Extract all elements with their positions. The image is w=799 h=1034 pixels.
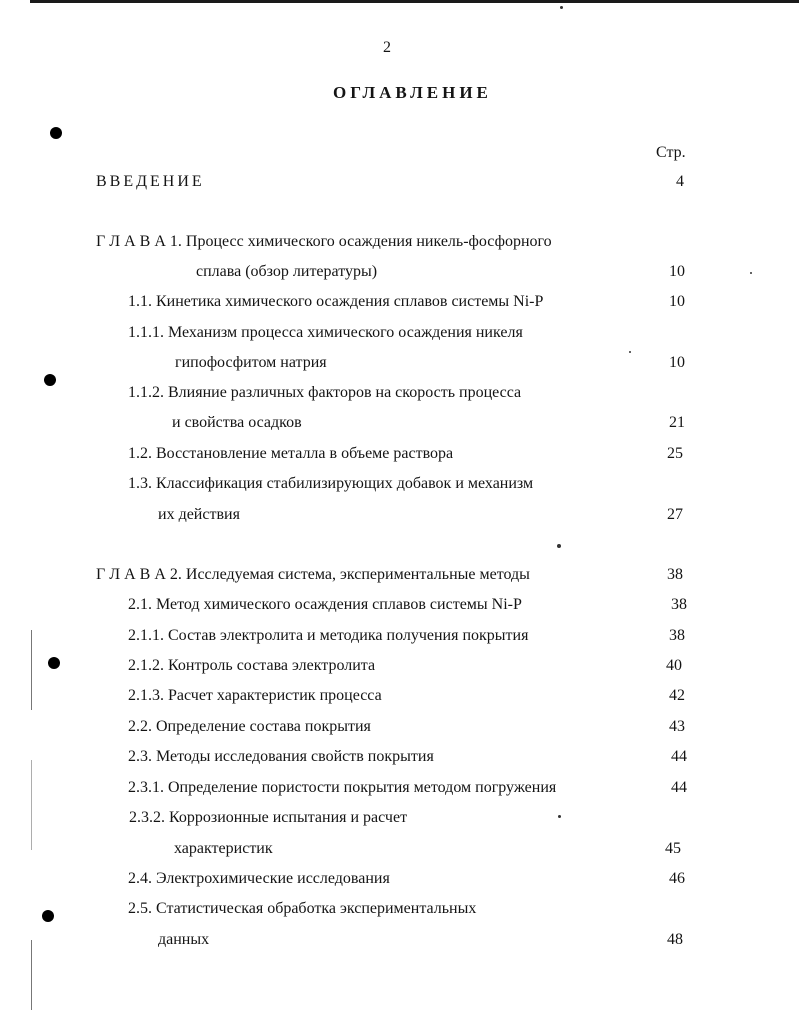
toc-entry-continued: данных [158, 931, 210, 948]
punch-hole-dot [42, 910, 54, 922]
toc-entry-continued: и свойства осадков [172, 414, 302, 431]
toc-chapter-1-heading [96, 232, 552, 252]
page-title: ОГЛАВЛЕНИЕ [333, 83, 492, 102]
punch-hole-dot [44, 374, 56, 386]
scan-edge-mark [31, 630, 32, 710]
toc-page-number: 10 [669, 263, 685, 280]
punch-hole-dot [50, 127, 62, 139]
toc-page-number: 27 [667, 506, 683, 523]
toc-entry-1-1-2: 1.1.2. Влияние различных факторов на скорость процесса [128, 384, 522, 401]
toc-entry-2-4: 2.4. Электрохимические исследования [128, 870, 390, 887]
toc-page-number: 4 [676, 173, 684, 190]
toc-entry-continued: их действия [158, 506, 240, 523]
toc-entry-2-3-1: 2.3.1. Определение пористости покрытия методом погружения [128, 779, 557, 796]
toc-page-number: 10 [669, 354, 685, 371]
toc-page-number: 45 [665, 840, 681, 857]
scan-speck [558, 815, 561, 818]
toc-entry-continued: гипофосфитом натрия [175, 354, 327, 371]
toc-entry-2-1-3: 2.1.3. Расчет характеристик процесса [128, 687, 382, 704]
scan-speck [557, 544, 561, 548]
toc-entry-1-2: 1.2. Восстановление металла в объеме раствора [128, 445, 454, 462]
chapter-title: Процесс химического осаждения никель-фосфорного [185, 233, 552, 250]
toc-page-number: 38 [671, 596, 687, 613]
toc-intro: ВВЕДЕНИЕ [96, 173, 205, 190]
toc-page-number: 25 [667, 445, 683, 462]
scan-edge-mark [31, 940, 32, 1010]
toc-entry-2-1-2: 2.1.2. Контроль состава электролита [128, 657, 376, 674]
toc-entry-2-5: 2.5. Статистическая обработка экспериментальных [128, 900, 477, 917]
toc-page-number: 42 [669, 687, 685, 704]
scan-edge-mark [31, 760, 32, 850]
toc-entry-2-3-2: 2.3.2. Коррозионные испытания и расчет [129, 809, 408, 826]
toc-chapter-2-heading [96, 565, 530, 585]
scan-speck [750, 272, 752, 274]
page-column-header: Стр. [656, 144, 686, 161]
toc-entry-2-2: 2.2. Определение состава покрытия [128, 718, 371, 735]
toc-entry-1-1: 1.1. Кинетика химического осаждения сплавов системы Ni-P [128, 293, 544, 310]
toc-entry-1-1-1: 1.1.1. Механизм процесса химического осаждения никеля [128, 324, 523, 341]
chapter-prefix: Г Л А В А 1. [96, 233, 182, 250]
page-number: 2 [383, 39, 391, 56]
toc-entry-2-1: 2.1. Метод химического осаждения сплавов системы Ni-P [128, 596, 522, 613]
toc-entry-2-1-1: 2.1.1. Состав электролита и методика получения покрытия [128, 627, 529, 644]
toc-entry-2-3: 2.3. Методы исследования свойств покрытия [128, 748, 434, 765]
scan-top-border [30, 0, 799, 3]
chapter-prefix: Г Л А В А 2. [96, 566, 182, 583]
toc-entry-continued: характеристик [174, 840, 273, 857]
toc-page-number: 48 [667, 931, 683, 948]
toc-page-number: 38 [669, 627, 685, 644]
toc-page-number: 43 [669, 718, 685, 735]
chapter-title: Исследуемая система, экспериментальные методы [185, 566, 530, 583]
toc-entry-1-3: 1.3. Классификация стабилизирующих добавок и механизм [128, 475, 534, 492]
scan-speck [560, 6, 563, 9]
toc-page-number: 40 [666, 657, 682, 674]
toc-page-number: 10 [669, 293, 685, 310]
toc-page-number: 44 [671, 779, 687, 796]
toc-page-number: 44 [671, 748, 687, 765]
scan-speck [629, 351, 631, 353]
punch-hole-dot [48, 657, 60, 669]
chapter-title-continued: сплава (обзор литературы) [196, 263, 378, 280]
toc-page-number: 46 [669, 870, 685, 887]
toc-page-number: 21 [669, 414, 685, 431]
toc-page-number: 38 [667, 566, 683, 583]
